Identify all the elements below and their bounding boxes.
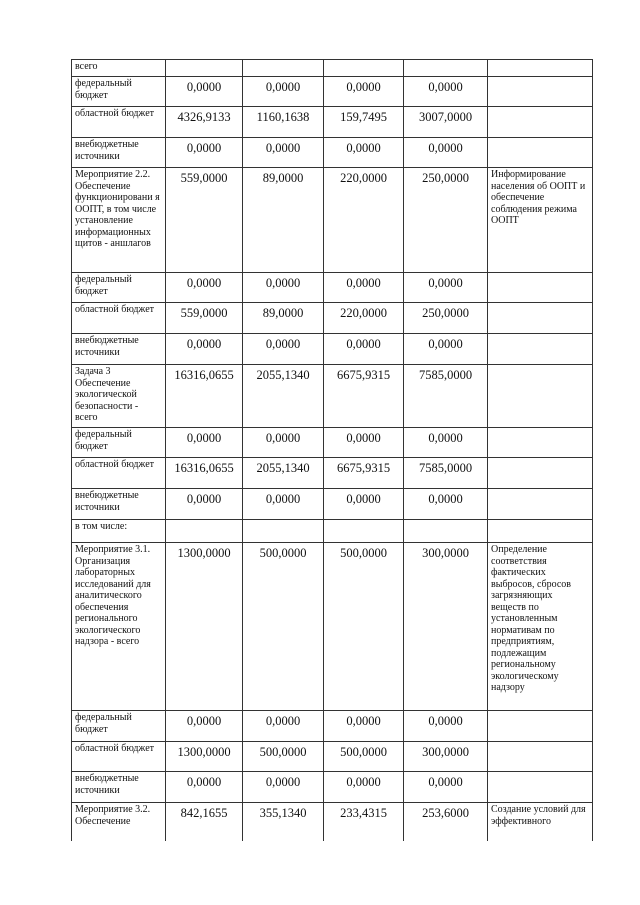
expected-result (488, 520, 593, 543)
expected-result (488, 428, 593, 458)
table-row (72, 303, 593, 334)
value-total: 0,0000 (166, 138, 243, 168)
table-row (72, 168, 593, 273)
value-year-1: 0,0000 (243, 77, 324, 107)
value-total: 0,0000 (166, 428, 243, 458)
value-total: 0,0000 (166, 772, 243, 803)
value-year-2: 0,0000 (324, 711, 404, 742)
value-year-1: 0,0000 (243, 711, 324, 742)
row-label: федеральный бюджет (72, 428, 166, 458)
value-year-2: 0,0000 (324, 489, 404, 520)
expected-result (488, 742, 593, 772)
row-label: Мероприятие 3.2. Обеспечение (72, 803, 166, 841)
table-row (72, 428, 593, 458)
value-year-3: 3007,0000 (404, 107, 488, 138)
table-row (72, 520, 593, 543)
value-total: 0,0000 (166, 711, 243, 742)
row-label: областной бюджет (72, 742, 166, 772)
value-year-1 (243, 520, 324, 543)
table-row (72, 365, 593, 428)
expected-result (488, 273, 593, 303)
value-total: 4326,9133 (166, 107, 243, 138)
value-year-1: 500,0000 (243, 543, 324, 711)
value-year-1: 0,0000 (243, 138, 324, 168)
value-year-3: 253,6000 (404, 803, 488, 841)
value-year-1: 0,0000 (243, 428, 324, 458)
value-year-1: 89,0000 (243, 303, 324, 334)
value-year-2: 220,0000 (324, 168, 404, 273)
table-row (72, 458, 593, 489)
value-year-2: 233,4315 (324, 803, 404, 841)
row-label: Мероприятие 2.2. Обеспечение функционировани я ООПТ, в том числе установление информационных щитов - аншлагов (72, 168, 166, 273)
value-year-1 (243, 60, 324, 77)
value-year-3: 7585,0000 (404, 458, 488, 489)
value-year-2: 6675,9315 (324, 365, 404, 428)
table-row (72, 543, 593, 711)
value-year-2: 220,0000 (324, 303, 404, 334)
expected-result (488, 60, 593, 77)
table-row (72, 742, 593, 772)
expected-result: Информирование населения об ООПТ и обеспечение соблюдения режима ООПТ (488, 168, 593, 273)
value-year-1: 1160,1638 (243, 107, 324, 138)
expected-result (488, 334, 593, 365)
expected-result (488, 303, 593, 334)
value-total: 0,0000 (166, 77, 243, 107)
row-label: внебюджетные источники (72, 138, 166, 168)
value-year-1: 500,0000 (243, 742, 324, 772)
expected-result (488, 772, 593, 803)
table-row (72, 489, 593, 520)
expected-result (488, 489, 593, 520)
value-total: 0,0000 (166, 334, 243, 365)
row-label: Мероприятие 3.1. Организация лабораторных исследований для аналитического обеспечения регионального экологического надзора - всего (72, 543, 166, 711)
expected-result (488, 365, 593, 428)
value-total (166, 520, 243, 543)
table-row (72, 772, 593, 803)
expected-result (488, 107, 593, 138)
value-year-1: 0,0000 (243, 334, 324, 365)
value-year-2 (324, 60, 404, 77)
row-label: внебюджетные источники (72, 489, 166, 520)
expected-result (488, 138, 593, 168)
row-label: внебюджетные источники (72, 772, 166, 803)
value-year-3: 300,0000 (404, 543, 488, 711)
value-total: 0,0000 (166, 273, 243, 303)
value-year-3: 0,0000 (404, 711, 488, 742)
value-year-1: 2055,1340 (243, 458, 324, 489)
value-year-2: 0,0000 (324, 77, 404, 107)
value-year-3: 0,0000 (404, 489, 488, 520)
table-row (72, 803, 593, 841)
value-total: 16316,0655 (166, 365, 243, 428)
row-label: федеральный бюджет (72, 273, 166, 303)
table-row (72, 107, 593, 138)
row-label: федеральный бюджет (72, 77, 166, 107)
value-year-2: 0,0000 (324, 334, 404, 365)
table-row (72, 77, 593, 107)
table-row (72, 60, 593, 77)
value-year-2: 6675,9315 (324, 458, 404, 489)
budget-table (71, 59, 593, 841)
value-total: 1300,0000 (166, 742, 243, 772)
value-year-3: 0,0000 (404, 138, 488, 168)
value-total: 1300,0000 (166, 543, 243, 711)
row-label: областной бюджет (72, 107, 166, 138)
value-year-3 (404, 520, 488, 543)
value-year-3: 0,0000 (404, 77, 488, 107)
value-year-1: 355,1340 (243, 803, 324, 841)
row-label: федеральный бюджет (72, 711, 166, 742)
value-total: 842,1655 (166, 803, 243, 841)
row-label: в том числе: (72, 520, 166, 543)
value-year-3: 250,0000 (404, 168, 488, 273)
table-row (72, 273, 593, 303)
value-year-3: 0,0000 (404, 334, 488, 365)
value-year-3 (404, 60, 488, 77)
expected-result (488, 77, 593, 107)
value-total: 559,0000 (166, 303, 243, 334)
row-label: Задача 3 Обеспечение экологической безопасности - всего (72, 365, 166, 428)
expected-result (488, 711, 593, 742)
value-year-3: 250,0000 (404, 303, 488, 334)
table-row (72, 711, 593, 742)
row-label: внебюджетные источники (72, 334, 166, 365)
expected-result: Создание условий для эффективного (488, 803, 593, 841)
value-year-2: 0,0000 (324, 138, 404, 168)
value-year-1: 0,0000 (243, 772, 324, 803)
value-year-2: 0,0000 (324, 428, 404, 458)
row-label: областной бюджет (72, 458, 166, 489)
value-year-2: 159,7495 (324, 107, 404, 138)
value-year-1: 0,0000 (243, 273, 324, 303)
value-year-1: 0,0000 (243, 489, 324, 520)
value-year-3: 300,0000 (404, 742, 488, 772)
table-row (72, 138, 593, 168)
value-year-1: 2055,1340 (243, 365, 324, 428)
value-total (166, 60, 243, 77)
table-row (72, 334, 593, 365)
value-year-1: 89,0000 (243, 168, 324, 273)
value-year-2: 0,0000 (324, 273, 404, 303)
row-label: областной бюджет (72, 303, 166, 334)
value-total: 559,0000 (166, 168, 243, 273)
expected-result (488, 458, 593, 489)
value-year-3: 7585,0000 (404, 365, 488, 428)
value-total: 0,0000 (166, 489, 243, 520)
value-year-3: 0,0000 (404, 273, 488, 303)
value-year-2: 500,0000 (324, 742, 404, 772)
value-year-2: 500,0000 (324, 543, 404, 711)
value-year-3: 0,0000 (404, 428, 488, 458)
value-year-3: 0,0000 (404, 772, 488, 803)
value-year-2: 0,0000 (324, 772, 404, 803)
expected-result: Определение соответствия фактических выбросов, сбросов загрязняющих веществ по установленным нормативам по предприятиям, подлежащим региональному экологическому надзору (488, 543, 593, 711)
value-year-2 (324, 520, 404, 543)
row-label: всего (72, 60, 166, 77)
value-total: 16316,0655 (166, 458, 243, 489)
